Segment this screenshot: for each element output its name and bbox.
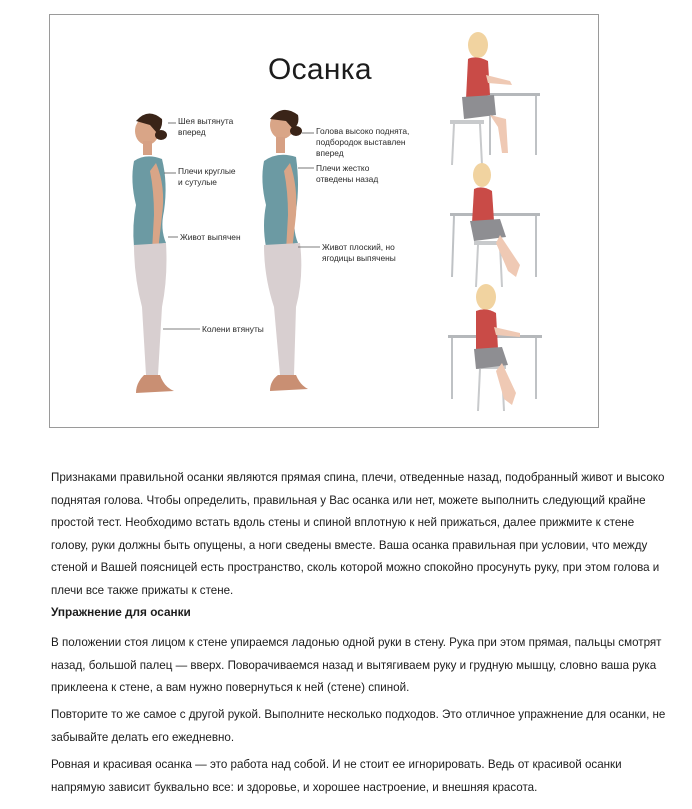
paragraph-posture-signs: Признаками правильной осанки являются прямая спина, плечи, отведенные назад, подобранный живот и высоко поднятая голова. Чтобы определить, правильная у Вас осанка или нет, можете выполнить следующий крайне простой тест. Необходимо встать вдоль стены и спиной вплотную к ней прижаться, далее прижмите к стене голову, руки должны быть опущены, а ноги сведены вместе. Ваша осанка правильная при условии, что между стеной и Вашей поясницей есть пространство, сколь которой можно спокойно просунуть руку, при этом голова и плечи все также прижаты к стене. bbox=[51, 471, 665, 597]
figure-title: Осанка bbox=[268, 53, 372, 86]
sitting-woman-1 bbox=[450, 32, 540, 165]
callout-neck: Шея вытянута вперед bbox=[178, 116, 234, 137]
woman-bad-posture bbox=[132, 113, 174, 393]
callout-head-up: Голова высоко поднята, подбородок выставлен вперед bbox=[316, 126, 410, 158]
posture-figure bbox=[49, 14, 599, 428]
callout-belly-flat: Живот плоский, но ягодицы выпячены bbox=[322, 242, 396, 263]
paragraph-conclusion: Ровная и красивая осанка — это работа над собой. И не стоит ее игнорировать. Ведь от красивой осанки напрямую зависит буквально все: и здоровье, и хорошее настроение, и внешняя красота. bbox=[51, 758, 622, 794]
paragraph-repeat: Повторите то же самое с другой рукой. Выполните несколько подходов. Это отличное упражнение для осанки, не забывайте делать его ежедневно. bbox=[51, 708, 666, 744]
section-heading: Упражнение для осанки bbox=[51, 605, 191, 619]
sitting-woman-3 bbox=[448, 284, 542, 411]
callout-shoulders-back: Плечи жестко отведены назад bbox=[316, 163, 379, 184]
callout-belly-out: Живот выпячен bbox=[180, 232, 241, 242]
sitting-woman-2 bbox=[450, 163, 540, 287]
paragraph-exercise: В положении стоя лицом к стене упираемся ладонью одной руки в стену. Рука при этом прямая, пальцы смотрят назад, большой палец — вверх. Поворачиваемся назад и вытягиваем руку и грудную мышцу, словно ваша рука приклеена к стене, а вам нужно повернуться к ней (стене) спиной. bbox=[51, 636, 662, 695]
callout-shoulders: Плечи круглые и сутулые bbox=[178, 166, 236, 187]
woman-rigid-posture bbox=[262, 110, 308, 391]
callout-knees: Колени втянуты bbox=[202, 324, 264, 334]
